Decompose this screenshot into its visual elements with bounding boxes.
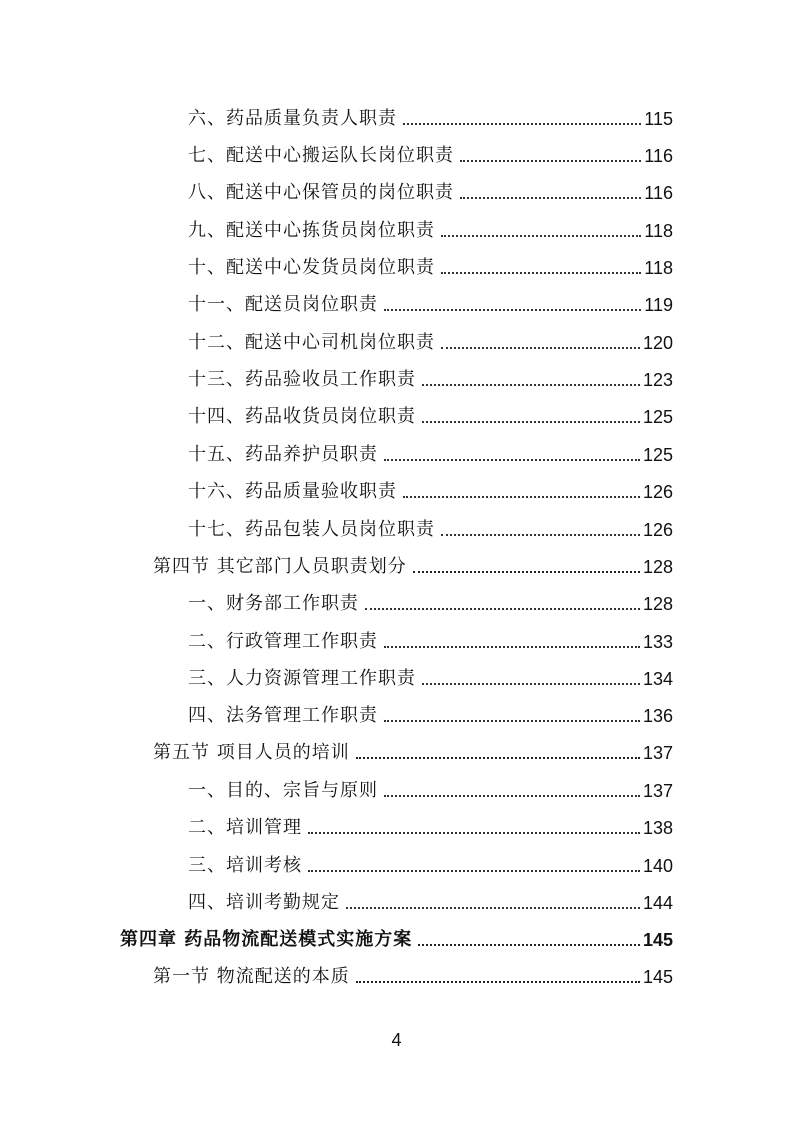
toc-dot-leader bbox=[356, 962, 640, 992]
toc-dot-leader bbox=[308, 813, 640, 843]
toc-entry-page: 118 bbox=[644, 221, 673, 241]
toc-entry-title: 十五、药品养护员职责 bbox=[188, 444, 378, 465]
toc-entry-page: 115 bbox=[644, 109, 673, 129]
toc-dot-leader bbox=[441, 216, 641, 246]
toc-entry-page: 145 bbox=[642, 967, 673, 987]
toc-dot-leader bbox=[441, 328, 640, 358]
toc-dot-leader bbox=[422, 402, 640, 432]
toc-dot-leader bbox=[441, 515, 640, 545]
toc-entry-page: 138 bbox=[642, 818, 673, 838]
toc-entry[interactable] bbox=[188, 216, 673, 246]
toc-entry-title: 二、行政管理工作职责 bbox=[188, 631, 378, 652]
toc-dot-leader bbox=[384, 776, 640, 806]
toc-dot-leader bbox=[356, 738, 640, 768]
toc-dot-leader bbox=[422, 365, 640, 395]
toc-entry[interactable] bbox=[188, 290, 673, 320]
toc-entry-title: 第五节 项目人员的培训 bbox=[153, 742, 350, 763]
toc-entry[interactable] bbox=[188, 253, 673, 283]
toc-entry-title: 十一、配送员岗位职责 bbox=[188, 294, 378, 315]
toc-entry-page: 126 bbox=[642, 482, 673, 502]
toc-section-entry[interactable] bbox=[153, 738, 673, 768]
toc-dot-leader bbox=[365, 589, 640, 619]
toc-entry[interactable] bbox=[188, 365, 673, 395]
toc-entry-page: 126 bbox=[642, 520, 673, 540]
toc-entry[interactable] bbox=[188, 701, 673, 731]
toc-entry-title: 十三、药品验收员工作职责 bbox=[188, 369, 416, 390]
toc-entry-title: 四、法务管理工作职责 bbox=[188, 705, 378, 726]
toc-dot-leader bbox=[422, 664, 640, 694]
toc-entry[interactable] bbox=[188, 813, 673, 843]
toc-entry-title: 六、药品质量负责人职责 bbox=[188, 108, 397, 129]
toc-entry-page: 119 bbox=[644, 295, 673, 315]
toc-entry-title: 三、培训考核 bbox=[188, 855, 302, 876]
toc-entry[interactable] bbox=[188, 440, 673, 470]
toc-entry[interactable] bbox=[188, 328, 673, 358]
toc-entry[interactable] bbox=[188, 104, 673, 134]
toc-dot-leader bbox=[384, 440, 640, 470]
toc-entry-title: 第四节 其它部门人员职责划分 bbox=[153, 556, 407, 577]
toc-entry-title: 八、配送中心保管员的岗位职责 bbox=[188, 182, 454, 203]
toc-entry-page: 120 bbox=[642, 333, 673, 353]
toc-entry-page: 136 bbox=[642, 706, 673, 726]
toc-dot-leader bbox=[384, 627, 640, 657]
toc-entry[interactable] bbox=[188, 178, 673, 208]
toc-entry-title: 十六、药品质量验收职责 bbox=[188, 481, 397, 502]
toc-dot-leader bbox=[403, 104, 641, 134]
toc-entry-title: 第一节 物流配送的本质 bbox=[153, 966, 350, 987]
toc-entry-page: 125 bbox=[642, 445, 673, 465]
toc-dot-leader bbox=[460, 178, 641, 208]
toc-dot-leader bbox=[384, 701, 640, 731]
toc-dot-leader bbox=[441, 253, 641, 283]
toc-dot-leader bbox=[346, 888, 640, 918]
toc-entry-page: 145 bbox=[642, 930, 673, 950]
toc-entry-page: 140 bbox=[642, 856, 673, 876]
toc-entry-title: 第四章 药品物流配送模式实施方案 bbox=[120, 929, 413, 950]
toc-entry-title: 十四、药品收货员岗位职责 bbox=[188, 406, 416, 427]
toc-entry-title: 一、财务部工作职责 bbox=[188, 593, 359, 614]
toc-entry[interactable] bbox=[188, 776, 673, 806]
toc-entry[interactable] bbox=[188, 477, 673, 507]
toc-entry-page: 133 bbox=[642, 632, 673, 652]
toc-entry-page: 144 bbox=[642, 893, 673, 913]
toc-entry-page: 128 bbox=[642, 557, 673, 577]
toc-entry-page: 128 bbox=[642, 594, 673, 614]
toc-entry[interactable] bbox=[188, 888, 673, 918]
toc-entry[interactable] bbox=[188, 141, 673, 171]
toc-entry-title: 十七、药品包装人员岗位职责 bbox=[188, 519, 435, 540]
toc-dot-leader bbox=[413, 552, 640, 582]
toc-entry-title: 三、人力资源管理工作职责 bbox=[188, 668, 416, 689]
toc-entry-title: 十二、配送中心司机岗位职责 bbox=[188, 332, 435, 353]
toc-entry-page: 116 bbox=[644, 146, 673, 166]
toc-entry-title: 九、配送中心拣货员岗位职责 bbox=[188, 220, 435, 241]
toc-dot-leader bbox=[384, 290, 641, 320]
toc-entry-title: 一、目的、宗旨与原则 bbox=[188, 780, 378, 801]
toc-entry-page: 134 bbox=[642, 669, 673, 689]
toc-entry[interactable] bbox=[188, 589, 673, 619]
toc-section-entry[interactable] bbox=[153, 552, 673, 582]
toc-entry-title: 四、培训考勤规定 bbox=[188, 892, 340, 913]
toc-dot-leader bbox=[460, 141, 641, 171]
toc-section-entry[interactable] bbox=[153, 962, 673, 992]
toc-entry-page: 137 bbox=[642, 743, 673, 763]
toc-chapter-entry[interactable] bbox=[120, 925, 673, 955]
toc-entry[interactable] bbox=[188, 627, 673, 657]
toc-entry-page: 123 bbox=[642, 370, 673, 390]
toc-entry-page: 137 bbox=[642, 781, 673, 801]
page-number: 4 bbox=[391, 1030, 402, 1050]
toc-entry[interactable] bbox=[188, 851, 673, 881]
toc-entry-title: 十、配送中心发货员岗位职责 bbox=[188, 257, 435, 278]
toc-entry-page: 116 bbox=[644, 183, 673, 203]
toc-dot-leader bbox=[418, 925, 640, 955]
toc-entry-title: 二、培训管理 bbox=[188, 817, 302, 838]
toc-entry[interactable] bbox=[188, 515, 673, 545]
toc-entry[interactable] bbox=[188, 402, 673, 432]
toc-entry[interactable] bbox=[188, 664, 673, 694]
toc-entry-page: 118 bbox=[644, 258, 673, 278]
toc-dot-leader bbox=[308, 851, 640, 881]
toc-entry-title: 七、配送中心搬运队长岗位职责 bbox=[188, 145, 454, 166]
toc-entry-page: 125 bbox=[642, 407, 673, 427]
toc-dot-leader bbox=[403, 477, 640, 507]
